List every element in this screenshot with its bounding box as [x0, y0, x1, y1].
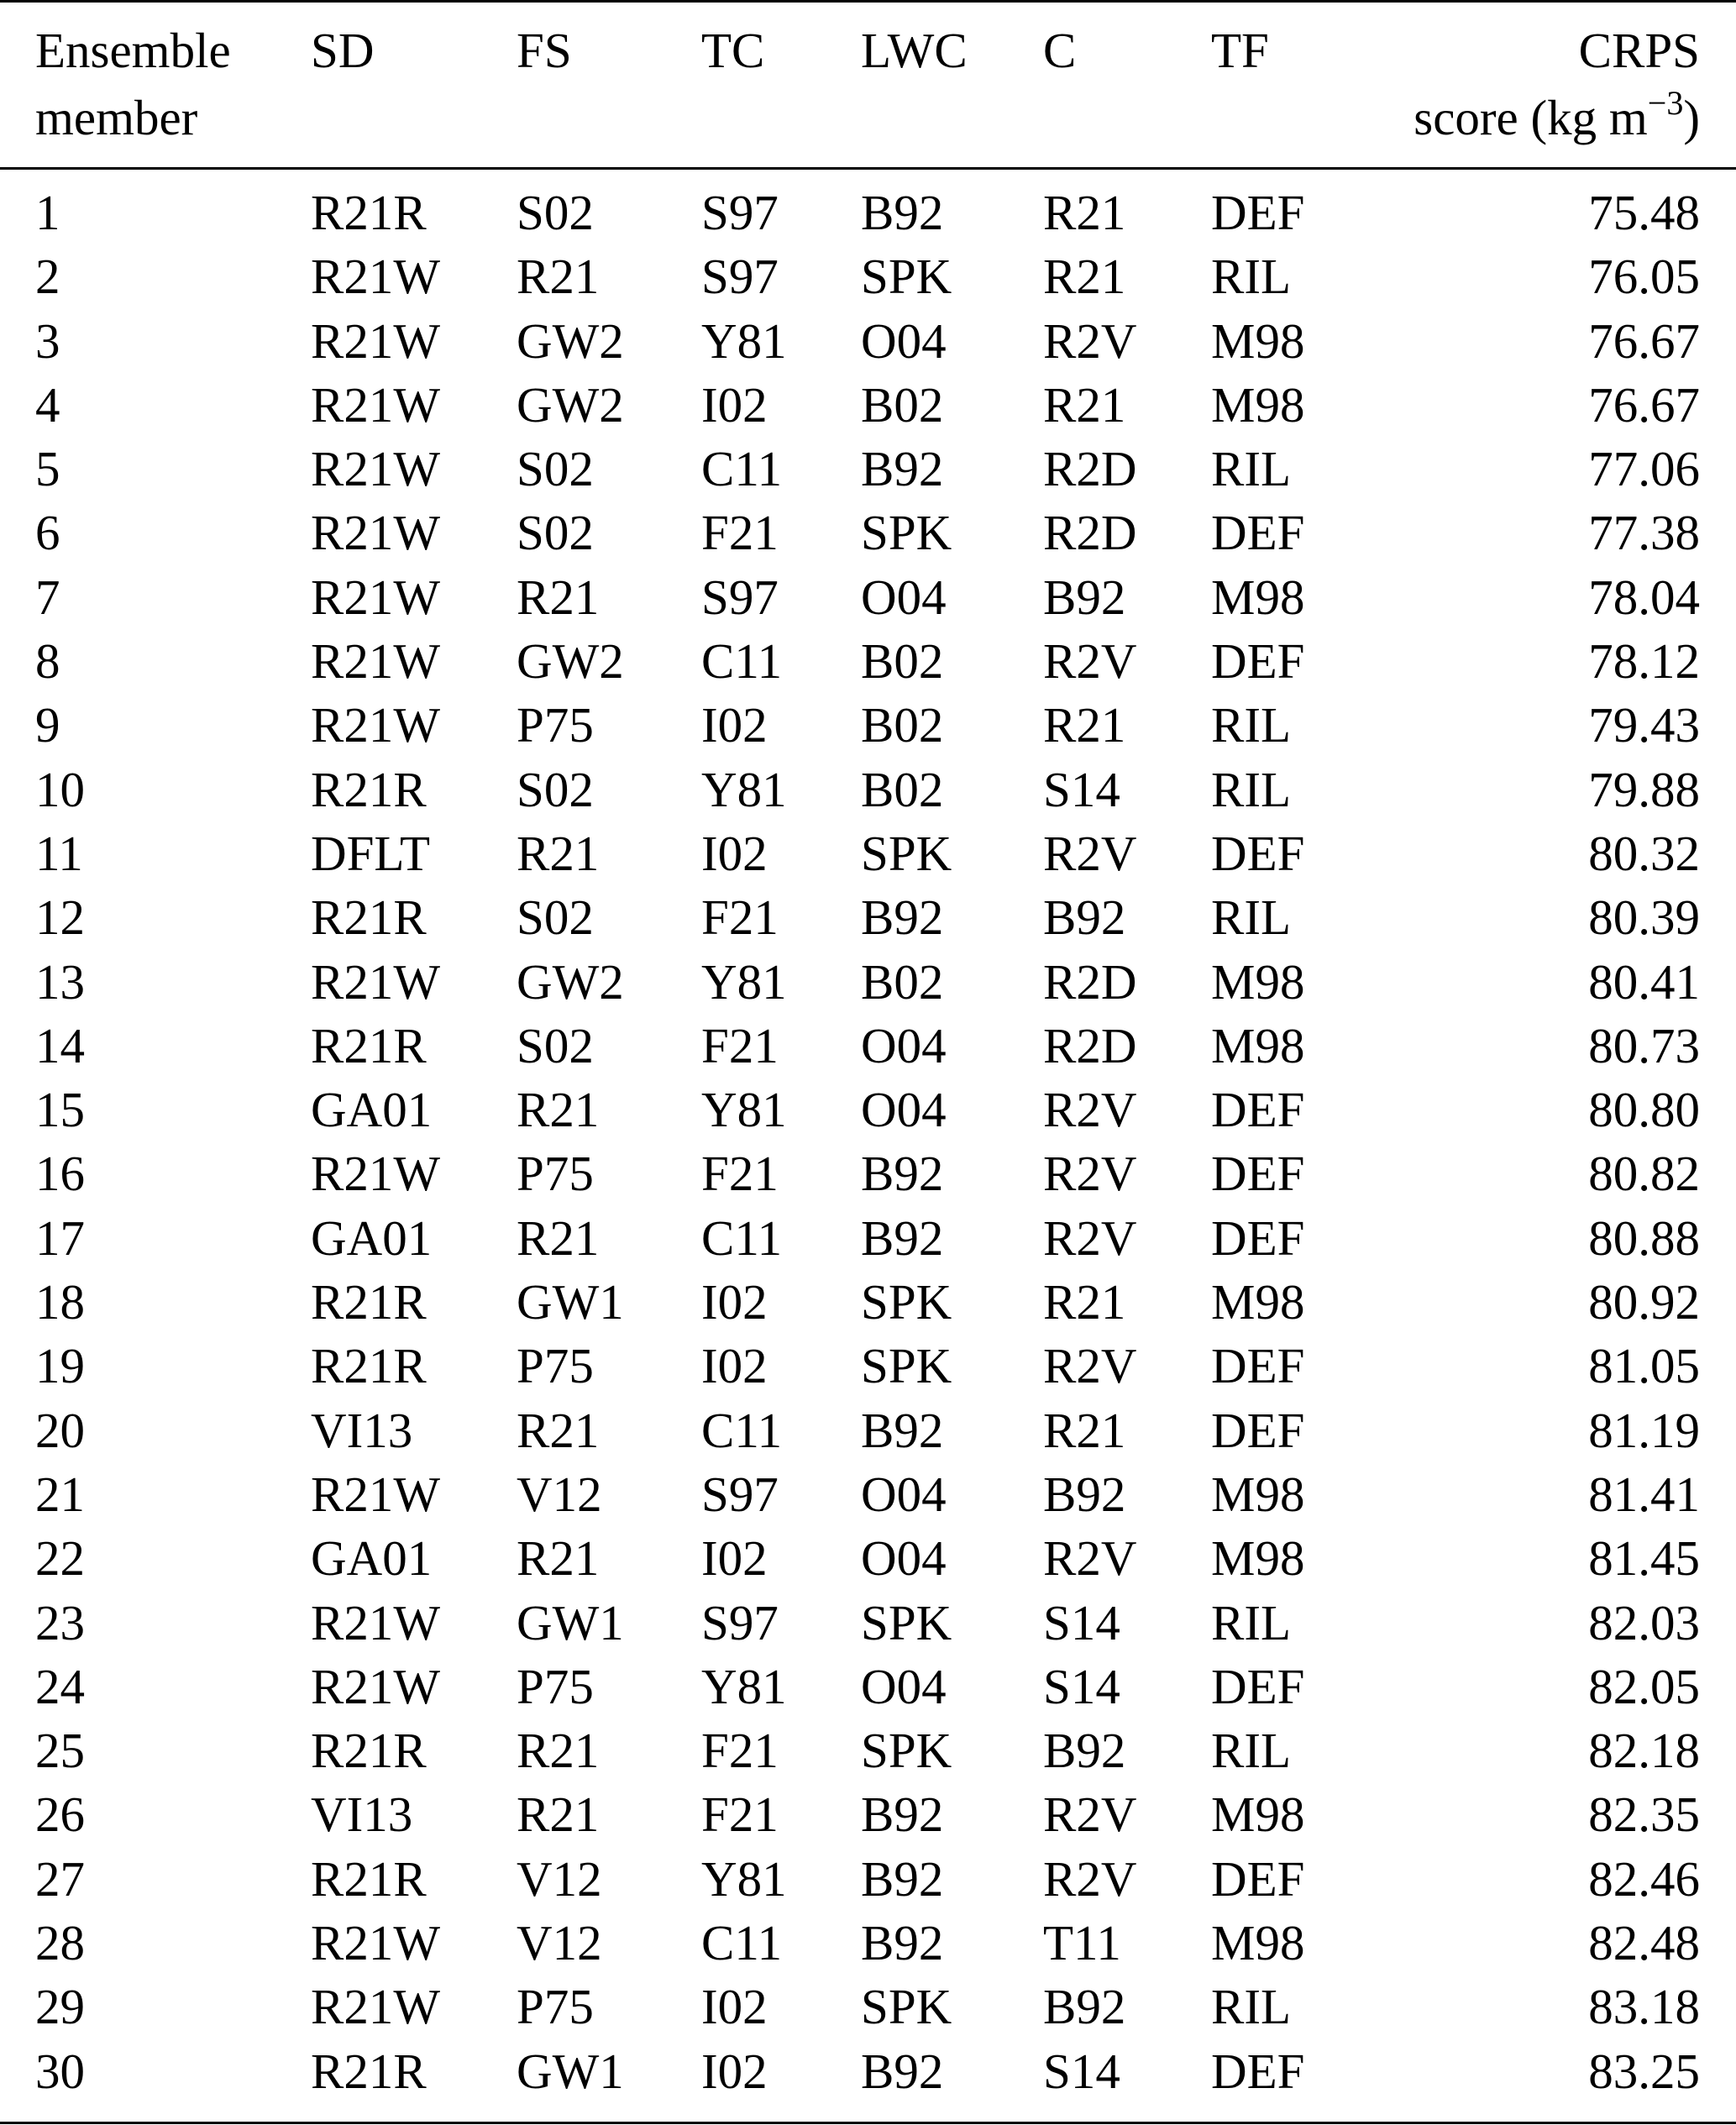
table-row: [0, 437, 1736, 501]
cell-tf: M98: [1211, 1530, 1305, 1587]
cell-member: 11: [35, 825, 83, 881]
cell-c: R2V: [1043, 312, 1137, 369]
cell-crps: 78.12: [1588, 633, 1700, 690]
cell-member: 29: [35, 1979, 85, 2035]
header-rule: [0, 167, 1736, 170]
cell-c: R21: [1043, 1274, 1126, 1330]
cell-c: R2D: [1043, 1017, 1137, 1073]
header-crps: [1413, 17, 1700, 151]
header-c: C: [1043, 23, 1077, 78]
cell-fs: V12: [517, 1915, 602, 1971]
table-body: [0, 181, 1736, 2103]
table-row: [0, 693, 1736, 757]
cell-sd: R21W: [311, 633, 441, 690]
cell-sd: R21R: [311, 1338, 427, 1394]
cell-lwc: B92: [861, 1787, 944, 1843]
cell-tc: I02: [701, 1274, 768, 1330]
cell-lwc: SPK: [861, 505, 952, 561]
cell-tc: S97: [701, 1466, 779, 1522]
cell-crps: 80.80: [1588, 1082, 1700, 1138]
cell-lwc: O04: [861, 1530, 947, 1587]
cell-fs: R21: [517, 1402, 600, 1458]
cell-member: 13: [35, 953, 85, 1010]
cell-c: R2V: [1043, 1146, 1137, 1202]
cell-c: R2V: [1043, 1850, 1137, 1907]
cell-c: R2D: [1043, 953, 1137, 1010]
header-ensemble-member-line2: member: [35, 90, 198, 145]
cell-crps: 77.06: [1588, 441, 1700, 497]
cell-lwc: SPK: [861, 1979, 952, 2035]
cell-lwc: O04: [861, 569, 947, 625]
cell-member: 17: [35, 1209, 85, 1266]
header-tc: TC: [701, 23, 765, 78]
cell-tf: DEF: [1211, 1338, 1305, 1394]
table-row: [0, 1334, 1736, 1398]
cell-c: R2D: [1043, 441, 1137, 497]
cell-c: R21: [1043, 697, 1126, 753]
cell-sd: R21W: [311, 312, 441, 369]
table-row: [0, 629, 1736, 693]
cell-crps: 77.38: [1588, 505, 1700, 561]
cell-tf: RIL: [1211, 1723, 1292, 1779]
cell-member: 27: [35, 1850, 85, 1907]
cell-sd: R21R: [311, 1723, 427, 1779]
cell-fs: S02: [517, 889, 594, 946]
cell-fs: P75: [517, 1979, 594, 2035]
cell-c: R21: [1043, 249, 1126, 305]
cell-fs: GW2: [517, 633, 624, 690]
cell-member: 1: [35, 185, 60, 240]
cell-c: R21: [1043, 376, 1126, 433]
cell-tc: F21: [701, 1146, 779, 1202]
cell-fs: R21: [517, 1209, 600, 1266]
table-row: [0, 181, 1736, 244]
cell-tc: I02: [701, 376, 768, 433]
cell-sd: R21W: [311, 953, 441, 1010]
cell-c: B92: [1043, 889, 1126, 946]
cell-sd: R21R: [311, 761, 427, 817]
cell-fs: GW1: [517, 1594, 624, 1650]
cell-tc: S97: [701, 1594, 779, 1650]
cell-tf: M98: [1211, 1466, 1305, 1522]
cell-c: S14: [1043, 761, 1120, 817]
cell-tc: I02: [701, 825, 768, 881]
cell-crps: 81.19: [1588, 1402, 1700, 1458]
cell-member: 2: [35, 249, 60, 305]
cell-c: R2V: [1043, 1787, 1137, 1843]
cell-crps: 75.48: [1588, 185, 1700, 240]
cell-c: S14: [1043, 1658, 1120, 1714]
cell-lwc: B92: [861, 1915, 944, 1971]
cell-lwc: B92: [861, 2043, 944, 2099]
cell-crps: 76.67: [1588, 376, 1700, 433]
cell-tf: RIL: [1211, 1594, 1292, 1650]
table-row: [0, 1078, 1736, 1141]
cell-fs: S02: [517, 761, 594, 817]
cell-lwc: B02: [861, 697, 944, 753]
table-row: [0, 1398, 1736, 1462]
cell-sd: R21R: [311, 1850, 427, 1907]
cell-tc: Y81: [701, 312, 787, 369]
cell-member: 23: [35, 1594, 85, 1650]
cell-crps: 76.05: [1588, 249, 1700, 305]
cell-c: B92: [1043, 1979, 1126, 2035]
header-tf: TF: [1211, 23, 1269, 78]
header-ensemble-member: [35, 17, 231, 151]
cell-fs: S02: [517, 441, 594, 497]
cell-lwc: B02: [861, 953, 944, 1010]
cell-sd: GA01: [311, 1082, 433, 1138]
cell-member: 10: [35, 761, 85, 817]
cell-tf: M98: [1211, 376, 1305, 433]
cell-member: 30: [35, 2043, 85, 2099]
cell-tc: Y81: [701, 1082, 787, 1138]
cell-fs: GW2: [517, 953, 624, 1010]
cell-c: B92: [1043, 569, 1126, 625]
cell-crps: 82.35: [1588, 1787, 1700, 1843]
cell-member: 12: [35, 889, 85, 946]
cell-tc: C11: [701, 441, 783, 497]
cell-lwc: SPK: [861, 1723, 952, 1779]
top-rule: [0, 0, 1736, 3]
table-row: [0, 758, 1736, 821]
cell-tc: I02: [701, 1530, 768, 1587]
cell-member: 15: [35, 1082, 85, 1138]
cell-sd: R21R: [311, 1274, 427, 1330]
cell-lwc: SPK: [861, 1274, 952, 1330]
cell-fs: P75: [517, 1146, 594, 1202]
cell-tf: M98: [1211, 569, 1305, 625]
header-sd: SD: [311, 23, 375, 78]
cell-fs: P75: [517, 697, 594, 753]
cell-lwc: SPK: [861, 249, 952, 305]
cell-tf: M98: [1211, 1787, 1305, 1843]
cell-crps: 80.73: [1588, 1017, 1700, 1073]
cell-tc: C11: [701, 1402, 783, 1458]
cell-sd: R21R: [311, 185, 427, 240]
table-row: [0, 501, 1736, 564]
cell-crps: 83.18: [1588, 1979, 1700, 2035]
cell-tc: I02: [701, 1979, 768, 2035]
cell-tc: I02: [701, 697, 768, 753]
cell-fs: R21: [517, 1530, 600, 1587]
cell-sd: VI13: [311, 1402, 413, 1458]
cell-tc: F21: [701, 1723, 779, 1779]
cell-c: S14: [1043, 1594, 1120, 1650]
cell-lwc: SPK: [861, 1338, 952, 1394]
cell-tf: M98: [1211, 953, 1305, 1010]
cell-fs: GW1: [517, 2043, 624, 2099]
cell-tf: RIL: [1211, 249, 1292, 305]
cell-fs: R21: [517, 825, 600, 881]
cell-crps: 80.92: [1588, 1274, 1700, 1330]
cell-member: 21: [35, 1466, 85, 1522]
table-row: [0, 1847, 1736, 1911]
cell-fs: GW2: [517, 312, 624, 369]
cell-crps: 76.67: [1588, 312, 1700, 369]
cell-tc: Y81: [701, 761, 787, 817]
cell-lwc: B92: [861, 1146, 944, 1202]
cell-fs: GW1: [517, 1274, 624, 1330]
table-row: [0, 1782, 1736, 1846]
cell-member: 4: [35, 376, 60, 433]
cell-crps: 82.48: [1588, 1915, 1700, 1971]
cell-member: 6: [35, 505, 60, 561]
cell-member: 7: [35, 569, 60, 625]
cell-tc: S97: [701, 249, 779, 305]
cell-tc: C11: [701, 633, 783, 690]
cell-c: R2V: [1043, 1338, 1137, 1394]
cell-crps: 82.05: [1588, 1658, 1700, 1714]
cell-sd: R21R: [311, 889, 427, 946]
header-crps-unit-suffix: ): [1683, 90, 1700, 145]
cell-member: 25: [35, 1723, 85, 1779]
cell-member: 8: [35, 633, 60, 690]
cell-fs: R21: [517, 1082, 600, 1138]
table-row: [0, 244, 1736, 308]
cell-lwc: B02: [861, 761, 944, 817]
cell-c: B92: [1043, 1466, 1126, 1522]
cell-sd: R21W: [311, 697, 441, 753]
table-row: [0, 1526, 1736, 1590]
cell-lwc: SPK: [861, 825, 952, 881]
cell-member: 24: [35, 1658, 85, 1714]
cell-sd: R21W: [311, 376, 441, 433]
cell-crps: 82.03: [1588, 1594, 1700, 1650]
table-row: [0, 2039, 1736, 2103]
cell-fs: P75: [517, 1338, 594, 1394]
cell-c: T11: [1043, 1915, 1121, 1971]
cell-fs: S02: [517, 505, 594, 561]
cell-c: R21: [1043, 185, 1126, 240]
cell-member: 28: [35, 1915, 85, 1971]
table-row: [0, 885, 1736, 949]
cell-tf: DEF: [1211, 1850, 1305, 1907]
cell-tf: DEF: [1211, 1146, 1305, 1202]
table-row: [0, 1655, 1736, 1718]
cell-tf: M98: [1211, 1274, 1305, 1330]
cell-member: 26: [35, 1787, 85, 1843]
cell-fs: GW2: [517, 376, 624, 433]
cell-lwc: B92: [861, 1209, 944, 1266]
cell-sd: DFLT: [311, 825, 431, 881]
cell-lwc: O04: [861, 1017, 947, 1073]
cell-sd: GA01: [311, 1530, 433, 1587]
cell-tf: RIL: [1211, 441, 1292, 497]
table-row: [0, 1270, 1736, 1334]
table-row: [0, 1206, 1736, 1270]
cell-lwc: B92: [861, 185, 944, 240]
cell-lwc: B02: [861, 633, 944, 690]
header-lwc: LWC: [861, 23, 968, 78]
header-fs: FS: [517, 23, 572, 78]
cell-crps: 83.25: [1588, 2043, 1700, 2099]
cell-tf: RIL: [1211, 697, 1292, 753]
table-row: [0, 565, 1736, 629]
cell-tf: DEF: [1211, 185, 1305, 240]
cell-sd: R21W: [311, 1979, 441, 2035]
cell-crps: 80.41: [1588, 953, 1700, 1010]
cell-sd: R21W: [311, 505, 441, 561]
table-row: [0, 1975, 1736, 2038]
cell-sd: R21W: [311, 1146, 441, 1202]
cell-c: R2V: [1043, 633, 1137, 690]
header-crps-line1: CRPS: [1578, 23, 1700, 78]
cell-fs: R21: [517, 249, 600, 305]
cell-fs: P75: [517, 1658, 594, 1714]
cell-sd: GA01: [311, 1209, 433, 1266]
header-crps-line2: [1413, 84, 1700, 151]
cell-fs: S02: [517, 1017, 594, 1073]
cell-member: 9: [35, 697, 60, 753]
cell-tc: F21: [701, 889, 779, 946]
cell-lwc: B92: [861, 1402, 944, 1458]
cell-fs: R21: [517, 1787, 600, 1843]
cell-fs: S02: [517, 185, 594, 240]
table-row: [0, 950, 1736, 1014]
table-row: [0, 309, 1736, 373]
cell-crps: 79.43: [1588, 697, 1700, 753]
header-ensemble-member-line1: Ensemble: [35, 23, 231, 78]
cell-sd: R21W: [311, 569, 441, 625]
table-header: [0, 17, 1736, 160]
cell-tc: F21: [701, 1017, 779, 1073]
cell-sd: R21W: [311, 1915, 441, 1971]
cell-tc: I02: [701, 1338, 768, 1394]
cell-sd: VI13: [311, 1787, 413, 1843]
cell-crps: 80.39: [1588, 889, 1700, 946]
cell-crps: 80.88: [1588, 1209, 1700, 1266]
cell-c: S14: [1043, 2043, 1120, 2099]
table-row: [0, 1718, 1736, 1782]
cell-tf: M98: [1211, 1915, 1305, 1971]
cell-member: 20: [35, 1402, 85, 1458]
header-crps-unit-prefix: score (kg m: [1413, 90, 1648, 145]
cell-tf: DEF: [1211, 1402, 1305, 1458]
cell-tc: Y81: [701, 1850, 787, 1907]
table-row: [0, 1014, 1736, 1078]
cell-tc: C11: [701, 1915, 783, 1971]
table-row: [0, 373, 1736, 437]
cell-member: 22: [35, 1530, 85, 1587]
cell-member: 18: [35, 1274, 85, 1330]
cell-c: R21: [1043, 1402, 1126, 1458]
cell-tc: Y81: [701, 1658, 787, 1714]
cell-fs: R21: [517, 1723, 600, 1779]
cell-tf: RIL: [1211, 761, 1292, 817]
cell-tc: S97: [701, 185, 779, 240]
table-row: [0, 1591, 1736, 1655]
cell-lwc: B02: [861, 376, 944, 433]
cell-sd: R21W: [311, 1658, 441, 1714]
cell-member: 5: [35, 441, 60, 497]
cell-tc: Y81: [701, 953, 787, 1010]
cell-tc: F21: [701, 505, 779, 561]
cell-member: 19: [35, 1338, 85, 1394]
cell-lwc: O04: [861, 1658, 947, 1714]
table-row: [0, 1462, 1736, 1526]
cell-tf: DEF: [1211, 1082, 1305, 1138]
cell-sd: R21R: [311, 1017, 427, 1073]
cell-sd: R21W: [311, 1594, 441, 1650]
cell-member: 3: [35, 312, 60, 369]
cell-sd: R21W: [311, 249, 441, 305]
cell-tf: M98: [1211, 1017, 1305, 1073]
cell-member: 14: [35, 1017, 85, 1073]
cell-crps: 80.82: [1588, 1146, 1700, 1202]
cell-tf: DEF: [1211, 633, 1305, 690]
cell-crps: 79.88: [1588, 761, 1700, 817]
cell-fs: V12: [517, 1850, 602, 1907]
cell-fs: V12: [517, 1466, 602, 1522]
cell-fs: R21: [517, 569, 600, 625]
cell-lwc: O04: [861, 1466, 947, 1522]
cell-tc: F21: [701, 1787, 779, 1843]
cell-crps: 82.46: [1588, 1850, 1700, 1907]
cell-lwc: O04: [861, 1082, 947, 1138]
cell-lwc: B92: [861, 441, 944, 497]
cell-c: R2V: [1043, 1209, 1137, 1266]
cell-tc: S97: [701, 569, 779, 625]
cell-lwc: SPK: [861, 1594, 952, 1650]
cell-lwc: O04: [861, 312, 947, 369]
cell-crps: 80.32: [1588, 825, 1700, 881]
cell-c: R2V: [1043, 1082, 1137, 1138]
cell-tc: I02: [701, 2043, 768, 2099]
cell-c: R2D: [1043, 505, 1137, 561]
cell-crps: 81.05: [1588, 1338, 1700, 1394]
cell-sd: R21W: [311, 1466, 441, 1522]
cell-tf: M98: [1211, 312, 1305, 369]
cell-tf: DEF: [1211, 1209, 1305, 1266]
cell-member: 16: [35, 1146, 85, 1202]
cell-c: R2V: [1043, 825, 1137, 881]
cell-crps: 81.41: [1588, 1466, 1700, 1522]
cell-tf: DEF: [1211, 505, 1305, 561]
cell-c: R2V: [1043, 1530, 1137, 1587]
cell-tf: RIL: [1211, 1979, 1292, 2035]
cell-tf: DEF: [1211, 825, 1305, 881]
cell-tc: C11: [701, 1209, 783, 1266]
cell-tf: DEF: [1211, 2043, 1305, 2099]
cell-c: B92: [1043, 1723, 1126, 1779]
cell-crps: 78.04: [1588, 569, 1700, 625]
cell-tf: RIL: [1211, 889, 1292, 946]
cell-sd: R21R: [311, 2043, 427, 2099]
cell-tf: DEF: [1211, 1658, 1305, 1714]
bottom-rule: [0, 2122, 1736, 2124]
table-row: [0, 1141, 1736, 1205]
cell-crps: 81.45: [1588, 1530, 1700, 1587]
cell-lwc: B92: [861, 1850, 944, 1907]
table-row: [0, 821, 1736, 885]
cell-sd: R21W: [311, 441, 441, 497]
header-crps-unit-exponent: −3: [1647, 84, 1684, 122]
cell-lwc: B92: [861, 889, 944, 946]
table-row: [0, 1911, 1736, 1975]
cell-crps: 82.18: [1588, 1723, 1700, 1779]
